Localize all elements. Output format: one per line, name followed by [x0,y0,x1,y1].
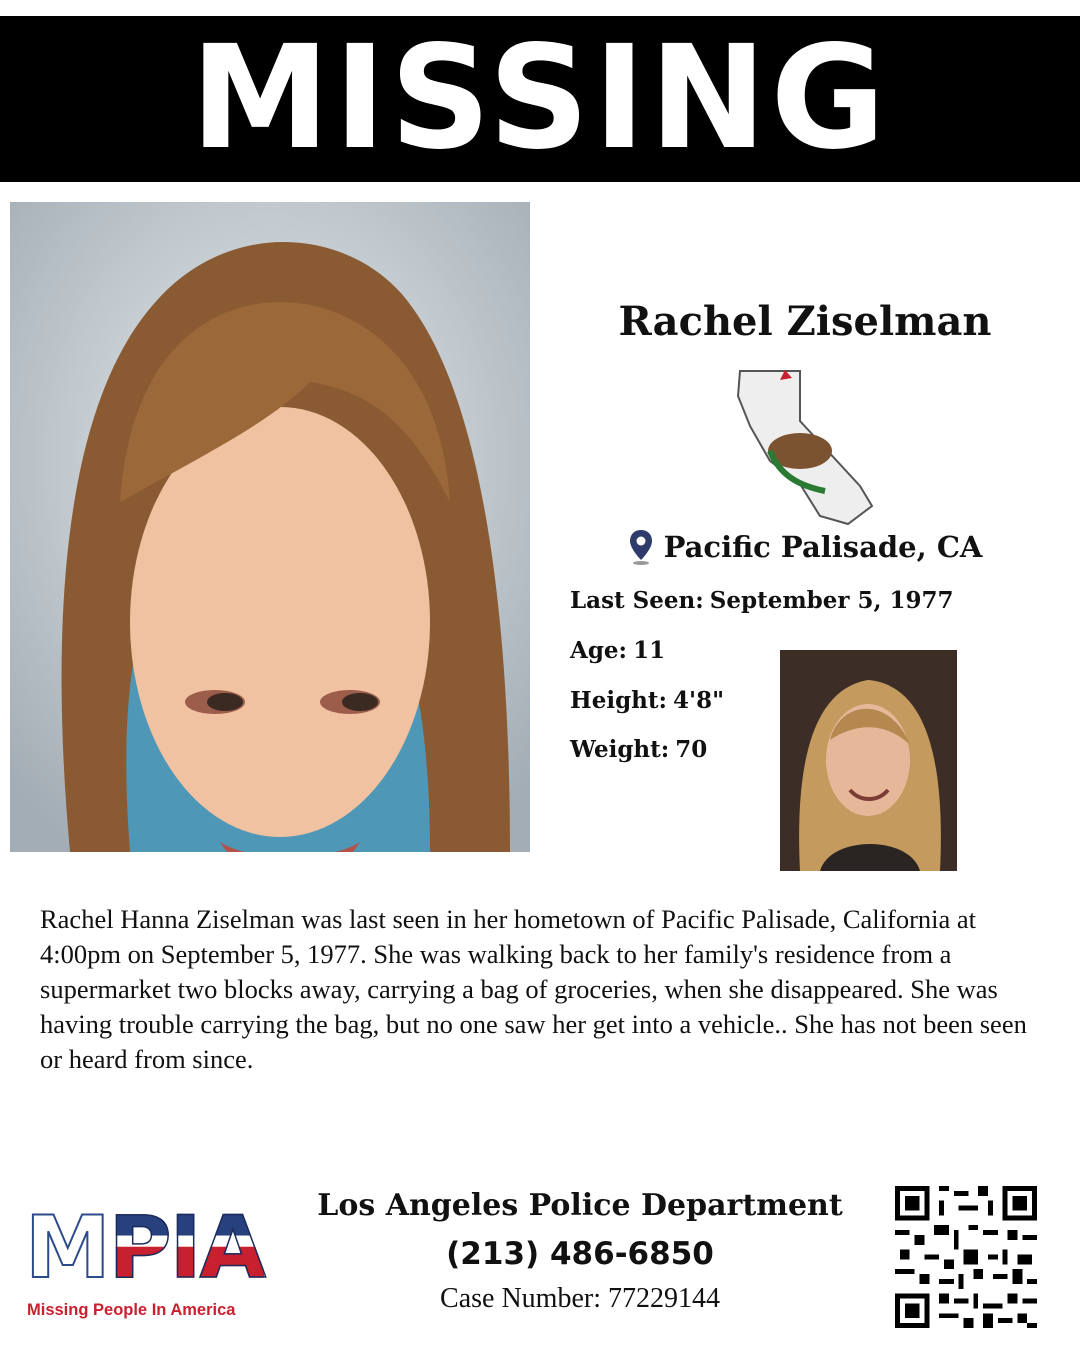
logo-letters-pia: PIA [108,1198,265,1298]
location [560,528,1050,566]
department-name: Los Angeles Police Department [317,1188,843,1223]
logo-tagline: Missing People In America [27,1301,236,1319]
mpia-logo [25,1198,285,1325]
child-photo [10,202,530,852]
california-state-icon [730,366,880,526]
map-pin-icon [628,528,654,566]
age-progressed-photo [780,650,957,871]
fact-last-seen: Last Seen: September 5, 1977 [570,587,954,614]
fact-age: Age: 11 [570,637,666,664]
qr-code-icon[interactable] [895,1186,1037,1328]
banner-title: MISSING [190,15,890,182]
missing-banner [0,16,1080,182]
location-text: Pacific Palisade, CA [663,530,983,564]
person-name: Rachel Ziselman [618,298,992,345]
logo-letter-m: M [25,1198,109,1298]
case-number: Case Number: 77229144 [440,1283,720,1314]
fact-weight: Weight: 70 [570,736,708,763]
case-description: Rachel Hanna Ziselman was last seen in her hometown of Pacific Palisade, California at 4:00pm on September 5, 1977. She was walking back to her family's residence from a supermarket two blocks away, carrying a bag of groceries, when she disappeared. She was having trouble carrying the bag, but no one saw her get into a vehicle.. She has not been seen or heard from since. [40,904,1027,1074]
fact-height: Height: 4'8" [570,687,725,714]
contact-phone[interactable]: (213) 486-6850 [446,1236,714,1272]
